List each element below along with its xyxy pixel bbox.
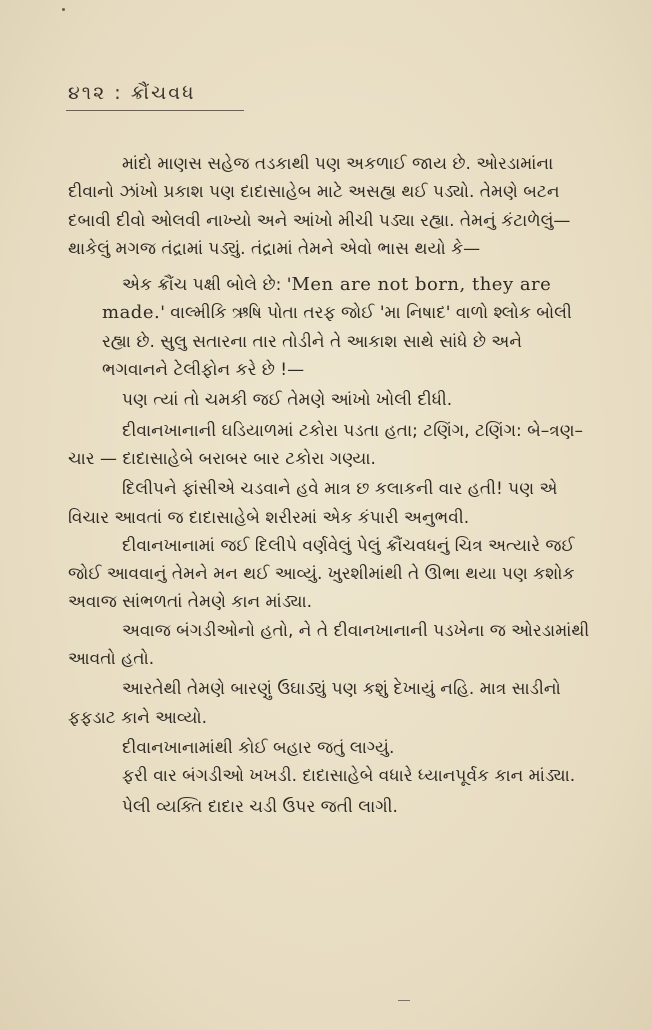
paragraph-dilip: દિલીપને ફાંસીએ ચડવાને હવે માત્ર છ કલાકની વાર હતી! પણ એ વિચાર આવતાં જ દાદાસાહેબે શરીરમાં એક કંપારી અનુભવી.	[68, 479, 558, 528]
paragraph-stairs: પેલી વ્યક્તિ દાદાર ચડી ઉપર જતી લાગી.	[122, 796, 398, 817]
paragraph-bangles: અવાજ બંગડીઓનો હતો, ને તે દીવાનખાનાની પડખેના જ ઓરડામાંથી આવતો હતો.	[68, 620, 590, 670]
english-quote: Men are not born, they are made.	[102, 274, 552, 324]
book-title: ક્રૌંચવધ	[130, 82, 196, 104]
paragraph-1: માંદો માણસ સહેજ તડકાથી પણ અકળાઈ જાય છે. ઓરડામાંના દીવાનો ઝાંખો પ્રકાશ પણ દાદાસાહેબ માટે અસહ્ય થઈ પડ્યો. તેમણે બટન દબાવી દીવો ઓલવી નાખ્યો અને આંખો મીચી પડ્યા રહ્યા. તેમનું કંટાળેલું—થાકેલું મગજ તંદ્રામાં પડ્યું. તંદ્રામાં તેમને એવો ભાસ થયો કે—	[68, 154, 571, 259]
page-number: ૪૧૨	[68, 82, 107, 104]
header-rule	[66, 110, 244, 111]
dream-paragraph	[68, 271, 593, 384]
dream-closing: પણ ત્યાં તો ચમકી જઈ તેમણે આંખો ખોલી દીધી.	[122, 390, 453, 411]
paragraph-clock: દીવાનખાનાની ઘડિયાળમાં ટકોરા પડતા હતા; ટણિંગ, ટણિંગ: બે–ત્રણ–ચાર — દાદાસાહેબે બરાબર બાર ટકોરા ગણ્યા.	[68, 420, 584, 469]
paragraph-painting: દીવાનખાનામાં જઈ દિલીપે વર્ણવેલું પેલું ક્રૌંચવધનું ચિત્ર અત્યારે જઈ જોઈ આવવાનું તેમને મન થઈ આવ્યું. ખુરશીમાંથી તે ઊભા થયા પણ કશોક અવાજ સાંભળતાં તેમણે કાન માંડ્યા.	[68, 535, 575, 613]
dream-rest: ' વાલ્મીકિ ઋષિ પોતા તરફ જોઈ 'મા નિષાદ' વાળો શ્લોક બોલી રહ્યા છે. સુલુ સતારના તાર તોડીને તે આકાશ સાથે સાંધે છે અને ભગવાનને ટેલીફોન કરે છે !—	[102, 303, 572, 381]
running-header	[68, 82, 195, 104]
bottom-mark	[398, 1000, 410, 1001]
paragraph-again: ફરી વાર બંગડીઓ ખખડી. દાદાસાહેબે વધારે ધ્યાનપૂર્વક કાન માંડ્યા.	[122, 766, 576, 787]
speck	[62, 8, 65, 11]
paragraph-door: આરતેથી તેમણે બારણું ઉઘાડ્યું પણ કશું દેખાયું નહિ. માત્ર સાડીનો ફફડાટ કાને આવ્યો.	[68, 679, 561, 728]
body-text	[68, 150, 593, 821]
dream-intro: એક ક્રૌંચ પક્ષી બોલે છે: '	[122, 275, 292, 296]
paragraph-someone: દીવાનખાનામાંથી કોઈ બહાર જતું લાગ્યું.	[122, 737, 395, 758]
header-separator: :	[114, 82, 123, 104]
